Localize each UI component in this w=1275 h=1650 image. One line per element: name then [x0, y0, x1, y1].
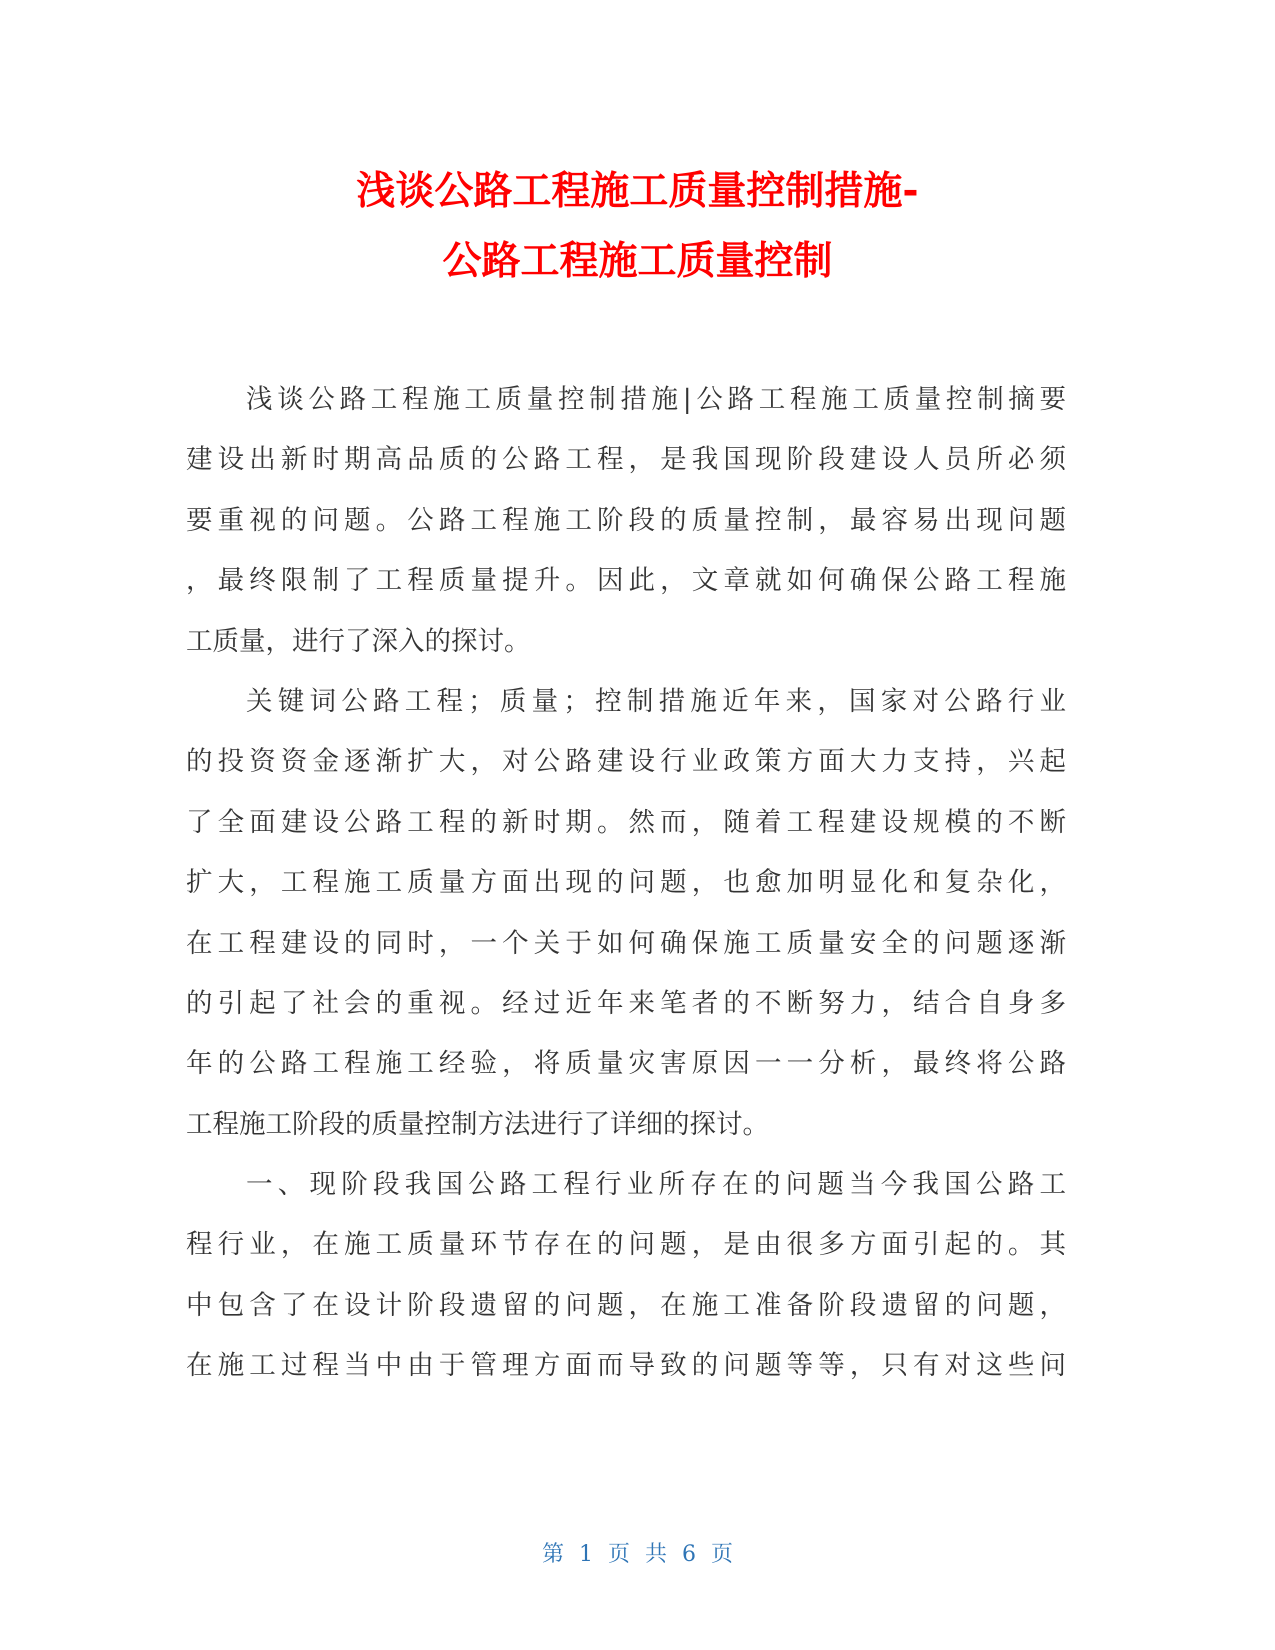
body-line: 程行业，在施工质量环节存在的问题，是由很多方面引起的。其 — [186, 1229, 1066, 1261]
body-line: 在施工过程当中由于管理方面而导致的问题等等，只有对这些问 — [186, 1350, 1066, 1382]
body-line: 浅谈公路工程施工质量控制措施|公路工程施工质量控制摘要 — [246, 384, 1066, 415]
body-line: 的引起了社会的重视。经过近年来笔者的不断努力，结合自身多 — [186, 987, 1066, 1019]
body-line: 在工程建设的同时，一个关于如何确保施工质量安全的问题逐渐 — [186, 927, 1066, 959]
body-line: 的投资资金逐渐扩大，对公路建设行业政策方面大力支持，兴起 — [186, 746, 1066, 778]
body-line: 要重视的问题。公路工程施工阶段的质量控制，最容易出现问题 — [186, 504, 1066, 536]
body-line: 扩大，工程施工质量方面出现的问题，也愈加明显化和复杂化， — [186, 867, 1066, 899]
body-line: 工程施工阶段的质量控制方法进行了详细的探讨。 — [186, 1108, 769, 1140]
body-line: 关键词公路工程；质量；控制措施近年来，国家对公路行业 — [246, 685, 1066, 717]
body-line: ，最终限制了工程质量提升。因此，文章就如何确保公路工程施 — [186, 565, 1066, 597]
document-title-line-1: 浅谈公路工程施工质量控制措施- — [356, 169, 919, 214]
document-title-line-2: 公路工程施工质量控制 — [442, 239, 833, 284]
body-line: 了全面建设公路工程的新时期。然而，随着工程建设规模的不断 — [186, 806, 1066, 838]
body-line: 建设出新时期高品质的公路工程，是我国现阶段建设人员所必须 — [186, 444, 1066, 476]
page-number-footer: 第 1 页 共 6 页 — [542, 1542, 733, 1567]
body-line: 一、现阶段我国公路工程行业所存在的问题当今我国公路工 — [246, 1169, 1066, 1201]
document-body — [186, 370, 1066, 1397]
body-line: 年的公路工程施工经验，将质量灾害原因一一分析，最终将公路 — [186, 1048, 1066, 1080]
body-line: 工质量，进行了深入的探讨。 — [186, 625, 531, 657]
body-line: 中包含了在设计阶段遗留的问题，在施工准备阶段遗留的问题， — [186, 1289, 1066, 1321]
